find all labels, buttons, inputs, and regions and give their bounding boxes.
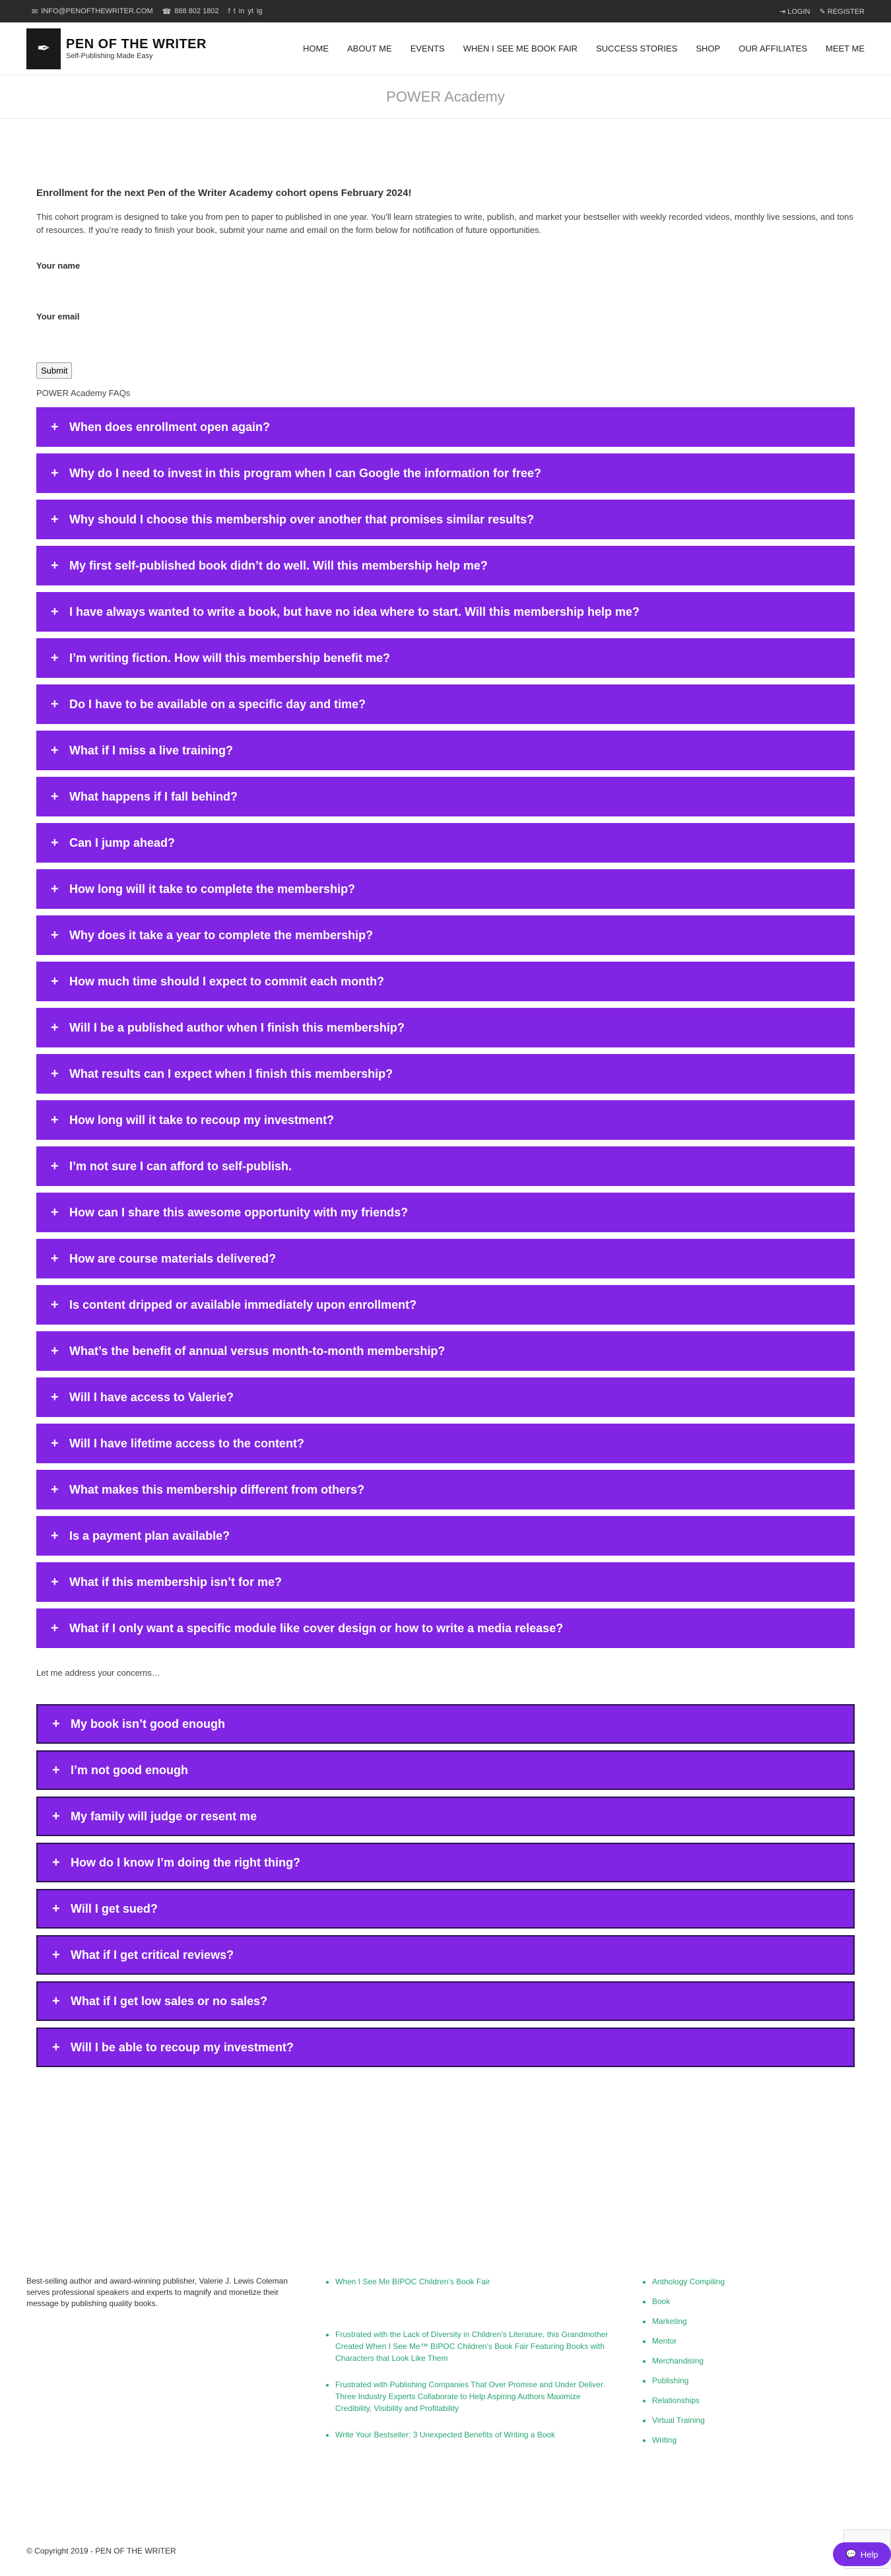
concern-item[interactable] [36,1889,855,1929]
faq-question: Why should I choose this membership over another that promises similar results? [69,512,535,526]
footer-category-link[interactable]: • Merchandising [652,2355,725,2367]
faq-question: How are course materials delivered? [69,1251,277,1265]
faq-accordion [36,407,855,1648]
plus-icon: + [51,974,59,989]
faq-item[interactable] [36,638,855,678]
concern-item[interactable] [36,2028,855,2067]
plus-icon: + [51,604,59,619]
nav-home[interactable]: HOME [303,44,329,53]
plus-icon: + [51,1436,59,1451]
faq-question: What’s the benefit of annual versus month-to-month membership? [69,1344,446,1358]
faq-item[interactable] [36,453,855,493]
faq-item[interactable] [36,500,855,539]
plus-icon: + [52,1947,60,1962]
faq-item[interactable] [36,1285,855,1325]
footer-post-link[interactable]: • When I See Me BIPOC Children’s Book Fair [335,2276,614,2288]
plus-icon: + [51,1343,59,1358]
faq-question: Do I have to be available on a specific day and time? [69,697,366,711]
plus-icon: + [51,1066,59,1081]
faq-question: What results can I expect when I finish this membership? [69,1067,393,1080]
login-text: LOGIN [787,7,810,16]
concern-item[interactable] [36,1843,855,1882]
plus-icon: + [51,1251,59,1266]
plus-icon: + [52,1901,60,1916]
faq-question: Can I jump ahead? [69,836,176,849]
concern-question: My family will judge or resent me [71,1809,257,1823]
faq-item[interactable] [36,546,855,585]
faq-question: When does enrollment open again? [69,420,271,434]
site-logo[interactable] [26,28,207,69]
faq-item[interactable] [36,1054,855,1094]
linkedin-icon[interactable]: in [238,7,245,15]
concern-question: Will I be able to recoup my investment? [71,2040,294,2054]
register-text: REGISTER [827,7,865,16]
enrollment-headline: Enrollment for the next Pen of the Writer Academy cohort opens February 2024! [36,187,412,199]
site-footer [26,2276,865,2455]
social-links [228,7,263,15]
footer-post-link[interactable]: • Frustrated with the Lack of Diversity in Children’s Literature, this Grandmother Created When I See Me™ BIPOC Children’s Book Fair Featuring Books with Characters that Look Like Them [335,2328,614,2364]
faq-question: What if this membership isn’t for me? [69,1575,282,1589]
footer-category-link[interactable]: • Writing [652,2434,725,2446]
footer-about: Best-selling author and award-winning publisher, Valerie J. Lewis Coleman serves professional speakers and experts to magnify and monetize their message by publishing quality books. [26,2276,288,2308]
plus-icon: + [51,1297,59,1312]
phone-icon: ☎ [162,7,172,16]
plus-icon: + [51,1112,59,1127]
faq-item[interactable] [36,823,855,863]
logo-title: PEN OF THE WRITER [66,37,207,51]
register-icon: ✎ [819,7,828,16]
faq-item[interactable] [36,592,855,632]
faq-question: How much time should I expect to commit each month? [69,974,385,988]
plus-icon: + [51,1482,59,1497]
logo-subtitle: Self-Publishing Made Easy [66,52,153,60]
plus-icon: + [51,881,59,896]
faq-item[interactable] [36,1377,855,1417]
faq-question: Why does it take a year to complete the membership? [69,928,374,942]
concerns-title: Let me address your concerns… [36,1668,160,1678]
plus-icon: + [52,2039,60,2055]
plus-icon: + [52,1716,60,1731]
faq-item[interactable] [36,915,855,955]
plus-icon: + [52,1993,60,2008]
help-label: Help [860,2549,878,2559]
nav-meet-me[interactable]: MEET ME [826,44,865,53]
main-content [0,187,891,2067]
plus-icon: + [51,789,59,804]
faq-item[interactable] [36,1470,855,1509]
faq-question: How long will it take to complete the membership? [69,882,356,896]
plus-icon: + [51,1574,59,1589]
footer-category-link[interactable]: • Anthology Compiling [652,2276,725,2288]
footer-category-link[interactable]: • Marketing [652,2315,725,2327]
faq-question: Is a payment plan available? [69,1529,230,1542]
phone-text: 888 802 1802 [174,7,219,15]
plus-icon: + [51,1205,59,1220]
plus-icon: + [51,419,59,434]
faq-item[interactable] [36,777,855,816]
footer-post-link[interactable]: • Frustrated with Publishing Companies That Over Promise and Under Deliver. Three Industry Experts Collaborate to Help Aspiring Authors Maximize Credibility, Visibility and Profitability [335,2379,614,2414]
faq-question: Why do I need to invest in this program when I can Google the information for free? [69,466,542,480]
plus-icon: + [52,1855,60,1870]
faq-question: What makes this membership different from others? [69,1482,365,1496]
faq-question: What happens if I fall behind? [69,789,238,803]
nav-our-affiliates[interactable]: OUR AFFILIATES [739,44,807,53]
faq-item[interactable] [36,1562,855,1602]
register-link[interactable] [819,7,865,16]
phone-link[interactable] [162,7,219,16]
plus-icon: + [51,1020,59,1035]
plus-icon: + [51,927,59,942]
facebook-icon[interactable]: f [228,7,230,15]
email-link[interactable] [32,7,153,16]
faq-item[interactable] [36,1100,855,1140]
faq-item[interactable] [36,731,855,770]
faq-question: I’m not sure I can afford to self-publish. [69,1159,292,1173]
site-header [0,22,891,75]
faq-question: Will I have access to Valerie? [69,1390,234,1404]
program-description: This cohort program is designed to take you from pen to paper to published in one year. You’ll learn strategies to write, publish, and market your bestseller with weekly recorded videos, monthly live sessions, and tons of resources. If you’re ready to finish your book, submit your name and email on the form below for notification of future opportunities. [36,212,853,235]
nav-success-stories[interactable]: SUCCESS STORIES [596,44,678,53]
footer-post-link[interactable]: • Write Your Bestseller: 3 Unexpected Benefits of Writing a Book [335,2429,614,2441]
plus-icon: + [51,1389,59,1404]
footer-category-link[interactable]: • Mentor [652,2335,725,2347]
plus-icon: + [52,1762,60,1777]
concern-question: How do I know I’m doing the right thing? [71,1855,300,1869]
plus-icon: + [51,1158,59,1173]
concern-item[interactable] [36,1981,855,2021]
faq-question: What if I only want a specific module like cover design or how to write a media release? [69,1621,564,1635]
login-link[interactable] [779,7,810,16]
faq-item[interactable] [36,1193,855,1232]
faq-item[interactable] [36,684,855,724]
plus-icon: + [51,696,59,711]
plus-icon: + [51,1620,59,1635]
faq-item[interactable] [36,1239,855,1278]
faq-question: Will I be a published author when I finish this membership? [69,1020,405,1034]
concern-question: What if I get low sales or no sales? [71,1994,268,2008]
envelope-icon: ✉ [32,7,38,16]
concern-question: My book isn’t good enough [71,1717,225,1731]
plus-icon: + [52,1808,60,1824]
faq-item[interactable] [36,962,855,1001]
footer-recent-posts [323,2276,614,2455]
plus-icon: + [51,835,59,850]
plus-icon: + [51,558,59,573]
plus-icon: + [51,743,59,758]
faq-title: POWER Academy FAQs [36,388,131,398]
faq-question: Will I have lifetime access to the content? [69,1436,304,1450]
help-button[interactable] [833,2542,891,2566]
faq-item[interactable] [36,1008,855,1047]
concern-question: I’m not good enough [71,1763,188,1777]
chat-icon: 💬 [845,2549,857,2559]
faq-item[interactable] [36,1608,855,1648]
concern-item[interactable] [36,1935,855,1975]
main-nav [303,44,865,53]
plus-icon: + [51,1528,59,1543]
faq-item[interactable] [36,407,855,447]
faq-question: I have always wanted to write a book, but have no idea where to start. Will this membership help me? [69,605,640,618]
faq-item[interactable] [36,1146,855,1186]
concern-item[interactable] [36,1704,855,1744]
nav-about-me[interactable]: ABOUT ME [347,44,392,53]
concern-item[interactable] [36,1750,855,1790]
nav-book-fair[interactable]: WHEN I SEE ME BOOK FAIR [463,44,578,53]
nav-shop[interactable]: SHOP [696,44,721,53]
plus-icon: + [51,650,59,665]
page-title: POWER Academy [386,88,505,105]
faq-item[interactable] [36,1424,855,1463]
faq-item[interactable] [36,1331,855,1371]
page-title-bar [0,75,891,119]
concern-item[interactable] [36,1797,855,1836]
copyright: © Copyright 2019 - PEN OF THE WRITER [26,2546,176,2556]
plus-icon: + [51,512,59,527]
faq-item[interactable] [36,1516,855,1556]
footer-category-link[interactable]: • Virtual Training [652,2414,725,2426]
email-label: Your email [36,312,80,321]
email-text: INFO@PENOFTHEWRITER.COM [41,7,153,15]
concern-question: Will I get sued? [71,1901,158,1915]
plus-icon: + [51,465,59,480]
faq-item[interactable] [36,869,855,909]
concern-question: What if I get critical reviews? [71,1948,234,1962]
faq-question: I’m writing fiction. How will this membership benefit me? [69,651,391,665]
youtube-icon[interactable]: yt [248,7,253,15]
twitter-icon[interactable]: t [233,7,236,15]
footer-categories [640,2276,725,2455]
faq-question: How can I share this awesome opportunity with my friends? [69,1205,409,1219]
top-bar [0,0,891,22]
faq-question: How long will it take to recoup my investment? [69,1113,335,1127]
concerns-accordion [36,1704,855,2067]
nav-events[interactable]: EVENTS [410,44,445,53]
faq-question: Is content dripped or available immediately upon enrollment? [69,1298,417,1311]
login-icon: ⇥ [779,7,788,16]
submit-button[interactable]: Submit [36,362,72,379]
footer-category-link[interactable]: • Book [652,2295,725,2307]
faq-question: My first self-published book didn’t do well. Will this membership help me? [69,558,488,572]
faq-question: What if I miss a live training? [69,743,234,757]
name-label: Your name [36,261,81,271]
footer-category-link[interactable]: • Relationships [652,2394,725,2406]
instagram-icon[interactable]: ig [256,7,263,15]
footer-category-link[interactable]: • Publishing [652,2375,725,2387]
pen-logo-icon: ✒ [26,28,61,69]
